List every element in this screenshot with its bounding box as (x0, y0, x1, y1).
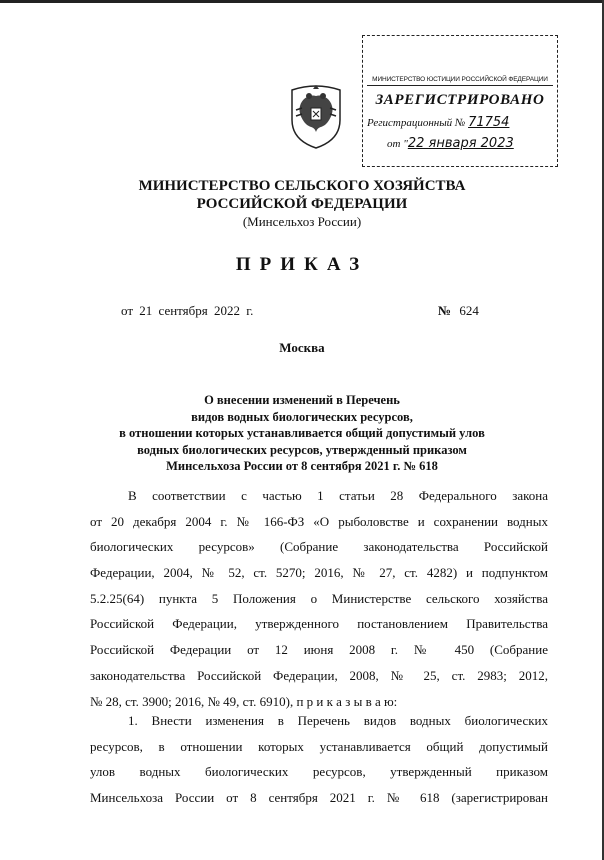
stamp-registration-number (367, 115, 553, 130)
text-line: № 28, ст. 3900; 2016, № 49, ст. 6910), п р и к а з ы в а ю: (90, 693, 398, 709)
order-number (438, 303, 479, 319)
stamp-organization: МИНИСТЕРСТВО ЮСТИЦИИ РОССИЙСКОЙ ФЕДЕРАЦИИ (367, 76, 553, 86)
subject-line: в отношении которых устанавливается общий допустимый улов (119, 426, 485, 440)
ministry-short-name: (Минсельхоз России) (242, 214, 362, 229)
number-value: 624 (459, 303, 479, 318)
ministry-name-line1: МИНИСТЕРСТВО СЕЛЬСКОГО ХОЗЯЙСТВА (138, 178, 466, 194)
text-line: ресурсов, в отношении которых устанавливается общий допустимый (90, 738, 548, 754)
order-subject (0, 392, 604, 475)
text-line: улов водных биологических ресурсов, утвержденный приказом (90, 764, 548, 780)
stamp-reg-label: Регистрационный № (367, 117, 466, 129)
subject-line: Минсельхоза России от 8 сентября 2021 г. № 618 (166, 459, 438, 473)
subject-line: О внесении изменений в Перечень (204, 393, 400, 407)
text-line: Российской Федерации от 12 июня 2008 г. № 450 (Собрание (90, 642, 548, 658)
text-line: Минсельхоза России от 8 сентября 2021 г. № 618 (зарегистрирован (90, 790, 548, 806)
text-line: 1. Внести изменения в Перечень видов водных биологических (128, 713, 548, 728)
preamble-paragraph (90, 483, 548, 714)
coat-of-arms-icon (284, 80, 348, 150)
text-line: биологических ресурсов» (Собрание законодательства Российской (90, 539, 548, 555)
subject-line: водных биологических ресурсов, утвержденный приказом (137, 442, 467, 457)
order-date: от 21 сентября 2022 г. (121, 303, 254, 318)
stamp-reg-number: 71754 (468, 115, 510, 130)
text-line: Российской Федерации, утвержденного постановлением Правительства (90, 616, 548, 632)
scan-edge-top (0, 0, 604, 3)
document-type-title: ПРИКАЗ (235, 254, 369, 275)
text-line: 5.2.25(64) пункта 5 Положения о Министерстве сельского хозяйства (90, 590, 548, 606)
subject-line: видов водных биологических ресурсов, (191, 409, 413, 424)
ministry-name-line2: РОССИЙСКОЙ ФЕДЕРАЦИИ (196, 196, 408, 212)
text-line: от 20 декабря 2004 г. № 166-ФЗ «О рыболовстве и сохранении водных (90, 513, 548, 529)
stamp-date-prefix: от " (387, 138, 408, 150)
stamp-date (387, 136, 553, 151)
number-sign: № (438, 303, 452, 318)
stamp-title: ЗАРЕГИСТРИРОВАНО (375, 92, 545, 108)
clause-1-paragraph (90, 708, 548, 811)
stamp-date-value: 22 января 2023 (407, 136, 514, 151)
city-name: Москва (279, 340, 325, 355)
text-line: Федерации, 2004, № 52, ст. 5270; 2016, № 27, ст. 4282) и подпунктом (90, 565, 548, 581)
text-line: В соответствии с частью 1 статьи 28 Федерального закона (128, 488, 548, 503)
registration-stamp (362, 35, 558, 167)
text-line: законодательства Российской Федерации, 2008, № 25, ст. 2983; 2012, (90, 667, 548, 683)
